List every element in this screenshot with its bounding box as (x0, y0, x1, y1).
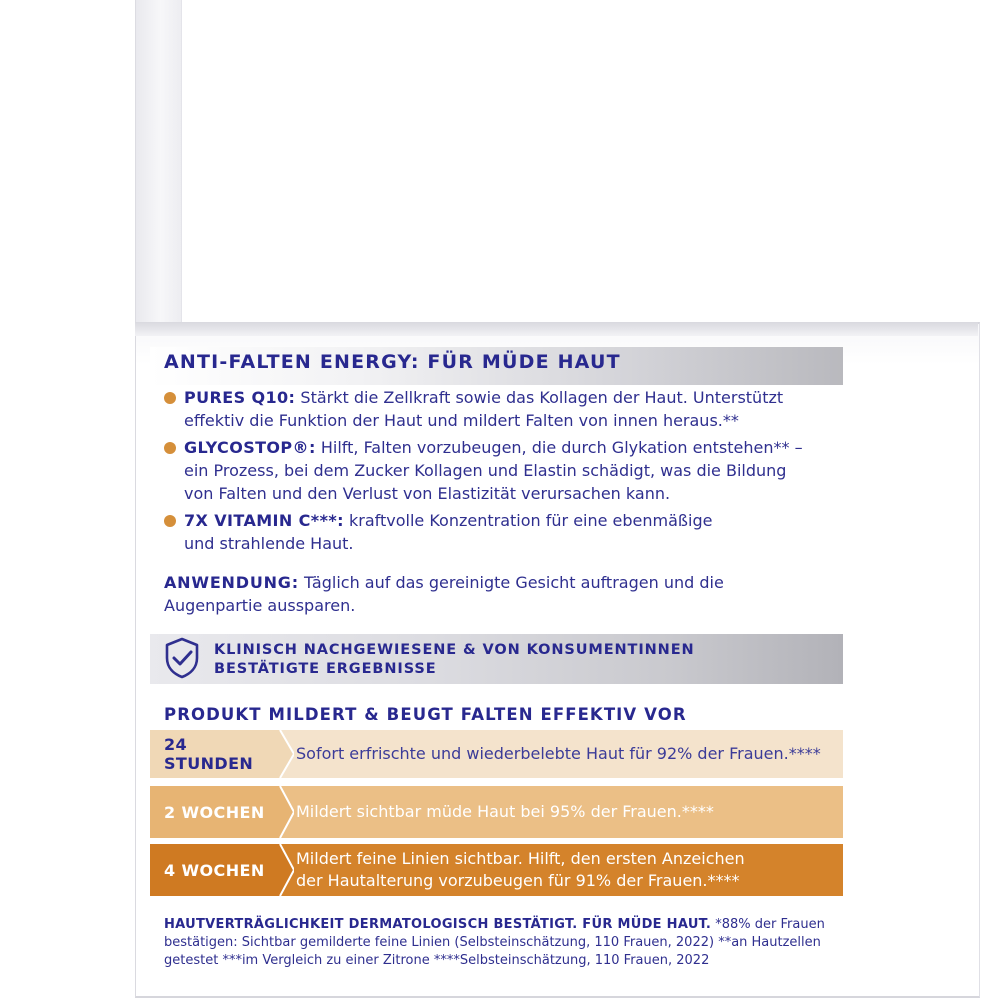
footnote-text: getestet ***im Vergleich zu einer Zitrone ****Selbsteinschätzung, 110 Frauen, 2022 (164, 953, 710, 968)
claim-line: KLINISCH NACHGEWIESENE & VON KONSUMENTINNEN (214, 642, 695, 658)
bullet-q10 (164, 386, 824, 432)
usage-text: Täglich auf das gereinigte Gesicht auftragen und die (298, 573, 724, 592)
clinical-claim (214, 641, 814, 679)
bullet-text: effektiv die Funktion der Haut und mildert Falten von innen heraus.** (184, 411, 739, 430)
bullet-text: Hilft, Falten vorzubeugen, die durch Glykation entstehen** – (315, 438, 803, 457)
result-label: 4 WOCHEN (150, 844, 280, 896)
usage-instructions (164, 571, 824, 617)
usage-title: ANWENDUNG: (164, 573, 299, 592)
footnote-bold: HAUTVERTRÄGLICHKEIT DERMATOLOGISCH BESTÄTIGT. FÜR MÜDE HAUT. (164, 917, 712, 932)
result-text (280, 730, 843, 778)
bullet-glycostop (164, 436, 824, 505)
result-text (280, 844, 843, 896)
main-heading: ANTI-FALTEN ENERGY: FÜR MÜDE HAUT (164, 351, 621, 373)
bullet-text: kraftvolle Konzentration für eine ebenmäßige (343, 511, 713, 530)
bullet-vitamin-c (164, 509, 824, 555)
result-label: 24 STUNDEN (150, 730, 280, 778)
shield-check-icon (160, 636, 204, 680)
claim-line: BESTÄTIGTE ERGEBNISSE (214, 661, 437, 677)
bullet-dot-icon (164, 515, 176, 527)
result-line: der Hautalterung vorzubeugen für 91% der Frauen.**** (296, 871, 740, 890)
package-top-edge (135, 322, 978, 336)
result-text (280, 786, 843, 838)
box-flap (135, 0, 182, 322)
footnote (164, 916, 844, 970)
bullet-text: und strahlende Haut. (184, 534, 354, 553)
bullet-text: Stärkt die Zellkraft sowie das Kollagen der Haut. Unterstützt (295, 388, 784, 407)
bullet-text: ein Prozess, bei dem Zucker Kollagen und Elastin schädigt, was die Bildung (184, 461, 787, 480)
result-row-2w (150, 786, 843, 838)
result-label: 2 WOCHEN (150, 786, 280, 838)
footnote-text: *88% der Frauen (711, 917, 825, 932)
result-line: Mildert sichtbar müde Haut bei 95% der Frauen.**** (296, 802, 714, 821)
bullet-title: PURES Q10: (184, 388, 296, 407)
result-row-4w (150, 844, 843, 896)
bullet-text: von Falten und den Verlust von Elastizität verursachen kann. (184, 484, 671, 503)
result-line: Sofort erfrischte und wiederbelebte Haut für 92% der Frauen.**** (296, 744, 821, 763)
bullet-dot-icon (164, 392, 176, 404)
footnote-text: bestätigen: Sichtbar gemilderte feine Linien (Selbsteinschätzung, 110 Frauen, 2022) **an Hautzellen (164, 935, 821, 950)
bullet-dot-icon (164, 442, 176, 454)
bullet-title: GLYCOSTOP®: (184, 438, 316, 457)
result-line: Mildert feine Linien sichtbar. Hilft, den ersten Anzeichen (296, 849, 745, 868)
results-heading: PRODUKT MILDERT & BEUGT FALTEN EFFEKTIV VOR (164, 705, 687, 724)
result-row-24h (150, 730, 843, 778)
bullet-title: 7X VITAMIN C***: (184, 511, 344, 530)
usage-text: Augenpartie aussparen. (164, 596, 356, 615)
